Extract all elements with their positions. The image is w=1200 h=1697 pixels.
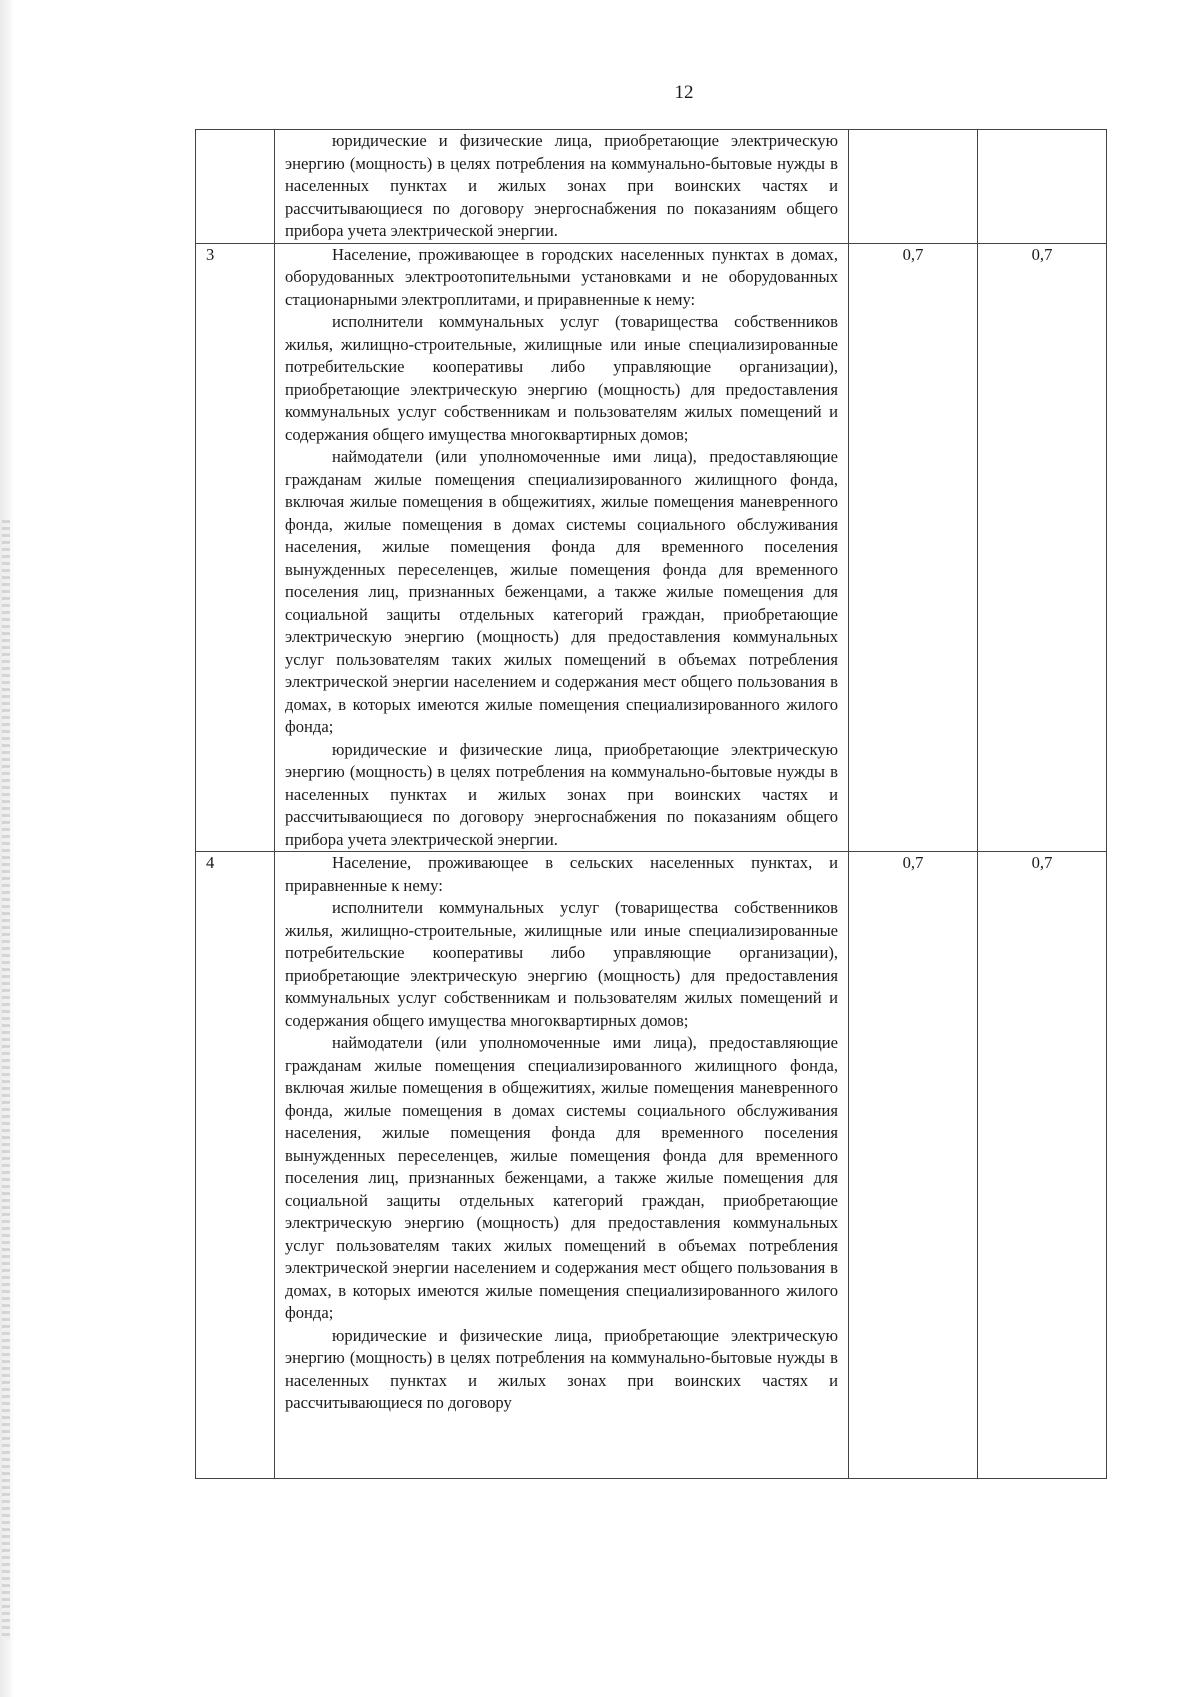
row-number xyxy=(196,130,275,244)
description-paragraph: Население, проживающее в городских населенных пунктах в домах, оборудованных электроотопительными установками и не оборудованных стационарными электроплитами, и приравненные к нему: xyxy=(285,244,838,309)
description-paragraph: наймодатели (или уполномоченные ими лица), предоставляющие гражданам жилые помещения специализированного жилищного фонда, включая жилые помещения в общежитиях, жилые помещения маневренного фонда, жилые помещения в домах системы социального обслуживания населения, жилые помещения фонда для временного поселения вынужденных переселенцев, жилые помещения фонда для временного поселения лиц, признанных беженцами, а также жилые помещения для социальной защиты отдельных категорий граждан, приобретающие электрическую энергию (мощность) для предоставления коммунальных услуг пользователям таких жилых помещений в объемах потребления электрической энергии населением и содержания мест общего пользования в домах, в которых имеются жилые помещения специализированного жилого фонда; xyxy=(285,447,838,736)
category-description xyxy=(275,852,849,1479)
table-row xyxy=(196,243,1107,852)
page-number: 12 xyxy=(674,82,694,103)
row-number: 3 xyxy=(196,243,275,852)
category-description xyxy=(275,130,849,244)
coefficient-value-1: 0,7 xyxy=(849,852,978,1479)
description-paragraph: юридические и физические лица, приобретающие электрическую энергию (мощность) в целях потребления на коммунально-бытовые нужды в населенных пунктах и жилых зонах при воинских частях и рассчитывающиеся по договору энергоснабжения по показаниям общего прибора учета электрической энергии. xyxy=(285,739,838,849)
coefficient-value-1 xyxy=(849,130,978,244)
description-paragraph: юридические и физические лица, приобретающие электрическую энергию (мощность) в целях потребления на коммунально-бытовые нужды в населенных пунктах и жилых зонах при воинских частях и рассчитывающиеся по договору энергоснабжения по показаниям общего прибора учета электрической энергии. xyxy=(285,131,838,240)
row-number: 4 xyxy=(196,852,275,1479)
tariff-table xyxy=(195,129,1107,1479)
description-paragraph: юридические и физические лица, приобретающие электрическую энергию (мощность) в целях потребления на коммунально-бытовые нужды в населенных пунктах и жилых зонах при воинских частях и рассчитывающиеся по договору xyxy=(285,1325,838,1412)
description-paragraph: исполнители коммунальных услуг (товарищества собственников жилья, жилищно-строительные, жилищные или иные специализированные потребительские кооперативы либо управляющие организации), приобретающие электрическую энергию (мощность) для предоставления коммунальных услуг собственникам и пользователям жилых помещений и содержания общего имущества многоквартирных домов; xyxy=(285,898,838,1030)
description-paragraph: наймодатели (или уполномоченные ими лица), предоставляющие гражданам жилые помещения специализированного жилищного фонда, включая жилые помещения в общежитиях, жилые помещения маневренного фонда, жилые помещения в домах системы социального обслуживания населения, жилые помещения фонда для временного поселения вынужденных переселенцев, жилые помещения фонда для временного поселения лиц, признанных беженцами, а также жилые помещения для социальной защиты отдельных категорий граждан, приобретающие электрическую энергию (мощность) для предоставления коммунальных услуг пользователям таких жилых помещений в объемах потребления электрической энергии населением и содержания мест общего пользования в домах, в которых имеются жилые помещения специализированного жилого фонда; xyxy=(285,1033,838,1322)
coefficient-value-2 xyxy=(978,130,1107,244)
scan-left-edge xyxy=(0,0,14,1697)
table-row xyxy=(196,130,1107,244)
description-paragraph: исполнители коммунальных услуг (товарищества собственников жилья, жилищно-строительные, жилищные или иные специализированные потребительские кооперативы либо управляющие организации), приобретающие электрическую энергию (мощность) для предоставления коммунальных услуг собственникам и пользователям жилых помещений и содержания общего имущества многоквартирных домов; xyxy=(285,312,838,444)
coefficient-value-2: 0,7 xyxy=(978,243,1107,852)
category-description xyxy=(275,243,849,852)
coefficient-value-2: 0,7 xyxy=(978,852,1107,1479)
description-paragraph: Население, проживающее в сельских населенных пунктах, и приравненные к нему: xyxy=(285,853,838,895)
table-row xyxy=(196,852,1107,1479)
scan-binding-strip xyxy=(2,520,10,1640)
coefficient-value-1: 0,7 xyxy=(849,243,978,852)
